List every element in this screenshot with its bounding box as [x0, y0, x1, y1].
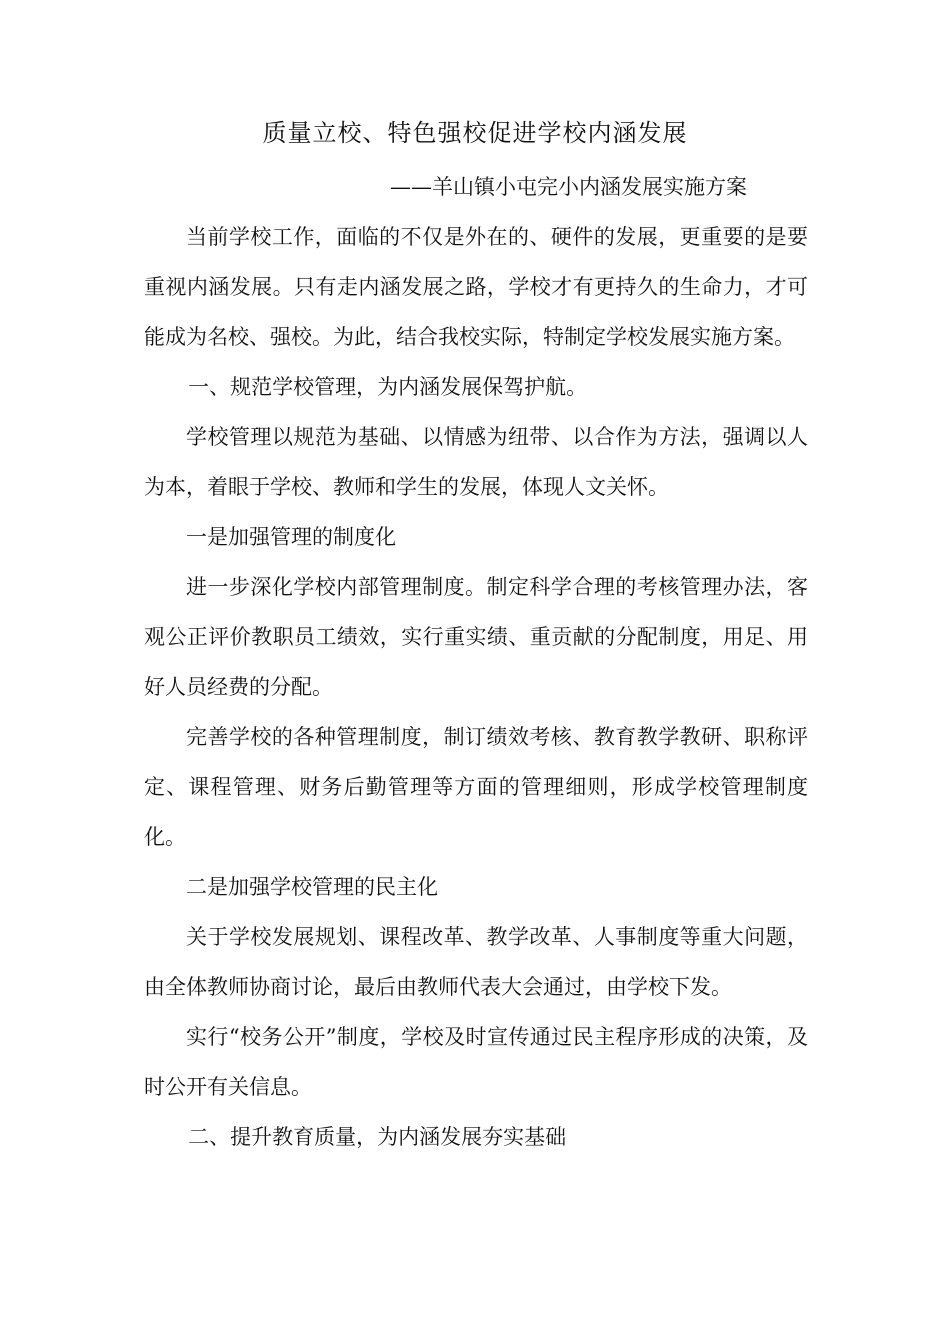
paragraph-internal-management: 进一步深化学校内部管理制度。制定科学合理的考核管理办法，客观公正评价教职员工绩效，实行重实绩、重贡献的分配制度，用足、用好人员经费的分配。 — [144, 575, 808, 699]
subheading-democratization: 二是加强学校管理的民主化 — [186, 875, 438, 899]
document-title: 质量立校、特色强校促进学校内涵发展 — [262, 119, 688, 147]
paragraph-management: 学校管理以规范为基础、以情感为纽带、以合作为方法，强调以人为本，着眼于学校、教师和学生的发展，体现人文关怀。 — [144, 425, 808, 499]
paragraph-development-planning: 关于学校发展规划、课程改革、教学改革、人事制度等重大问题，由全体教师协商讨论，最后由教师代表大会通过，由学校下发。 — [144, 925, 808, 999]
document-subtitle: ——羊山镇小屯完小内涵发展实施方案 — [390, 175, 747, 199]
paragraph-management-rules: 完善学校的各种管理制度，制订绩效考核、教育教学教研、职称评定、课程管理、财务后勤管理等方面的管理细则，形成学校管理制度化。 — [144, 725, 808, 849]
paragraph-intro: 当前学校工作，面临的不仅是外在的、硬件的发展，更重要的是要重视内涵发展。只有走内涵发展之路，学校才有更持久的生命力，才可能成为名校、强校。为此，结合我校实际，特制定学校发展实施方案。 — [144, 225, 808, 349]
document-body — [144, 212, 808, 1162]
subheading-institutionalization: 一是加强管理的制度化 — [186, 525, 396, 549]
section-heading-2: 二、提升教育质量，为内涵发展夯实基础 — [188, 1125, 567, 1149]
paragraph-school-affairs: 实行“校务公开”制度，学校及时宣传通过民主程序形成的决策，及时公开有关信息。 — [144, 1025, 808, 1099]
section-heading-1: 一、规范学校管理，为内涵发展保驾护航。 — [188, 375, 588, 399]
